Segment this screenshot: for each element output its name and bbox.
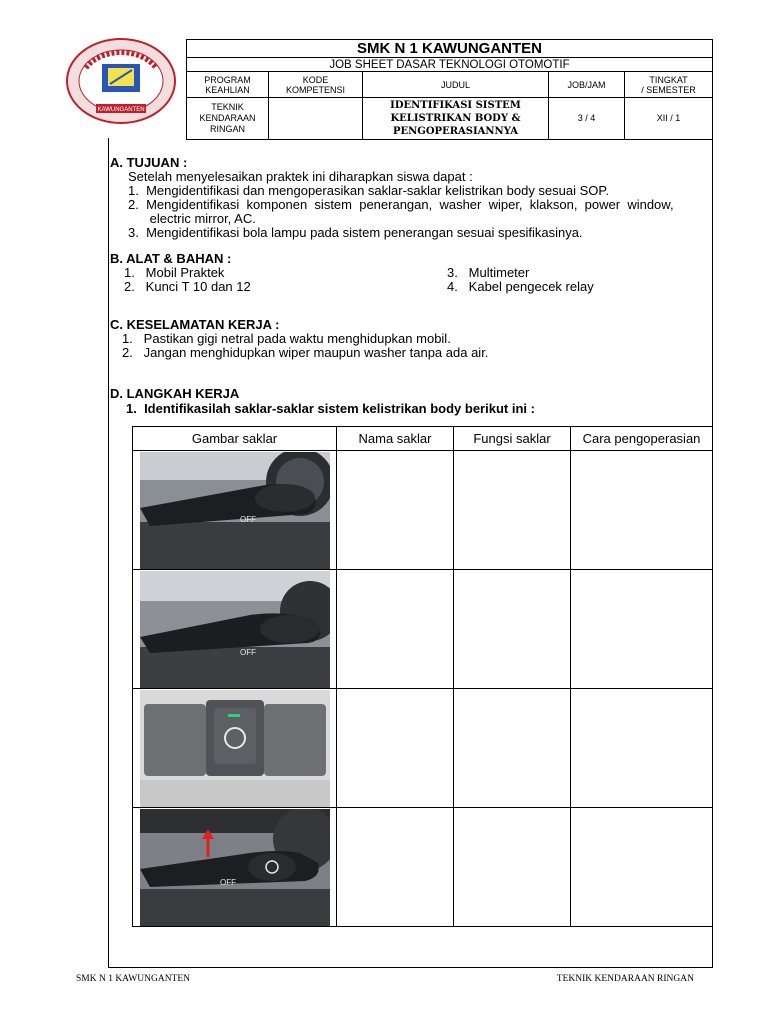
off-label: OFF [220, 877, 236, 887]
input-cara-pengoperasian[interactable] [571, 451, 713, 570]
input-nama-saklar[interactable] [337, 689, 454, 808]
input-nama-saklar[interactable] [337, 808, 454, 927]
photo-cell [133, 451, 337, 570]
photo-cell [133, 808, 337, 927]
tujuan-item: 1. Mengidentifikasi dan mengoperasikan saklar-saklar kelistrikan body sesuai SOP. [128, 183, 610, 198]
tujuan-item: 3. Mengidentifikasi bola lampu pada sistem penerangan sesuai spesifikasinya. [128, 225, 583, 240]
section-langkah-title: D. LANGKAH KERJA [110, 386, 240, 401]
alat-item: 2. Kunci T 10 dan 12 [124, 279, 251, 294]
label-jobjam: JOB/JAM [549, 72, 625, 98]
school-logo [66, 38, 176, 124]
input-cara-pengoperasian[interactable] [571, 570, 713, 689]
light-switch-stalk-photo [140, 571, 330, 688]
off-label: OFF [240, 647, 256, 657]
input-cara-pengoperasian[interactable] [571, 689, 713, 808]
photo-cell [133, 689, 337, 808]
value-program: TEKNIK KENDARAAN RINGAN [187, 98, 269, 140]
switch-identification-table [132, 426, 713, 927]
keselamatan-item: 1. Pastikan gigi netral pada waktu menghidupkan mobil. [122, 331, 451, 346]
col-cara-pengoperasian: Cara pengoperasian [571, 427, 713, 451]
table-row [133, 570, 713, 689]
keselamatan-item: 2. Jangan menghidupkan wiper maupun washer tanpa ada air. [122, 345, 489, 360]
label-judul: JUDUL [363, 72, 549, 98]
input-cara-pengoperasian[interactable] [571, 808, 713, 927]
input-fungsi-saklar[interactable] [454, 570, 571, 689]
value-kode [269, 98, 363, 140]
job-sheet-subtitle: JOB SHEET DASAR TEKNOLOGI OTOMOTIF [187, 58, 713, 72]
footer-program: TEKNIK KENDARAAN RINGAN [556, 974, 694, 984]
label-tingkat: TINGKAT / SEMESTER [625, 72, 713, 98]
value-tingkat: XII / 1 [625, 98, 713, 140]
value-judul: IDENTIFIKASI SISTEM KELISTRIKAN BODY & PENGOPERASIANNYA [363, 98, 549, 140]
input-nama-saklar[interactable] [337, 570, 454, 689]
label-program: PROGRAM KEAHLIAN [187, 72, 269, 98]
section-alat-title: B. ALAT & BAHAN : [110, 251, 232, 266]
input-fungsi-saklar[interactable] [454, 451, 571, 570]
photo-cell [133, 570, 337, 689]
table-row [133, 808, 713, 927]
input-fungsi-saklar[interactable] [454, 689, 571, 808]
tujuan-item: 2. Mengidentifikasi komponen sistem penerangan, washer wiper, klakson, power window, [128, 197, 674, 212]
light-switch-stalk-photo [140, 452, 330, 569]
table-row [133, 689, 713, 808]
langkah-step-1: 1. Identifikasilah saklar-saklar sistem kelistrikan body berikut ini : [126, 401, 535, 416]
table-row [133, 451, 713, 570]
alat-item: 1. Mobil Praktek [124, 265, 225, 280]
section-tujuan-title: A. TUJUAN : [110, 155, 188, 170]
tujuan-item: electric mirror, AC. [128, 211, 256, 226]
off-label: OFF [240, 514, 256, 524]
alat-item: 4. Kabel pengecek relay [447, 279, 594, 294]
input-nama-saklar[interactable] [337, 451, 454, 570]
tujuan-intro: Setelah menyelesaikan praktek ini diharapkan siswa dapat : [128, 169, 473, 184]
value-jobjam: 3 / 4 [549, 98, 625, 140]
col-nama-saklar: Nama saklar [337, 427, 454, 451]
section-keselamatan-title: C. KESELAMATAN KERJA : [110, 317, 280, 332]
footer-school: SMK N 1 KAWUNGANTEN [76, 974, 191, 984]
col-fungsi-saklar: Fungsi saklar [454, 427, 571, 451]
col-gambar-saklar: Gambar saklar [133, 427, 337, 451]
light-switch-stalk-photo [140, 809, 330, 926]
input-fungsi-saklar[interactable] [454, 808, 571, 927]
header-table [186, 39, 713, 140]
alat-item: 3. Multimeter [447, 265, 530, 280]
logo-text: KAWUNGANTEN [97, 107, 145, 113]
school-name: SMK N 1 KAWUNGANTEN [187, 40, 713, 58]
fog-lamp-switch-photo [140, 690, 330, 807]
label-kode: KODE KOMPETENSI [269, 72, 363, 98]
